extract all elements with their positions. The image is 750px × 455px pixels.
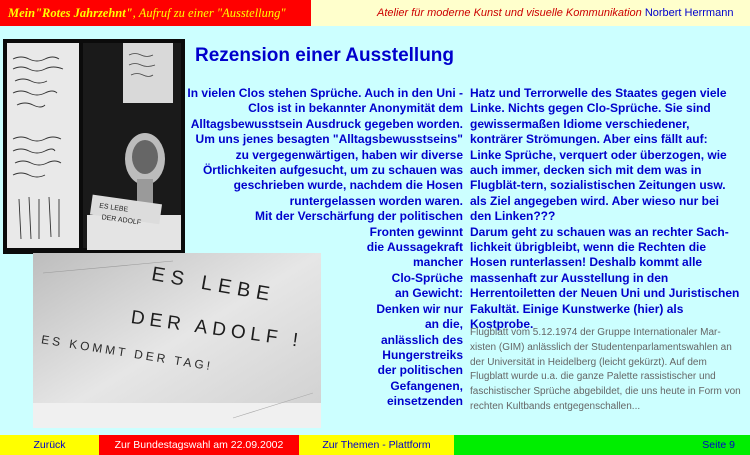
author-name: Norbert Herrmann [644, 7, 734, 19]
graffiti-line-der-adolf: DER ADOLF ! [129, 307, 305, 352]
col1-wrap-line: Denken wir nur [376, 301, 463, 316]
column-2-paragraph-1: Hatz und Terrorwelle des Staates gegen viele Linke. Nichts gegen Clo-Sprüche. Sie sind gewissermaßen Idiome verschiedener, konträrer Strömungen. Aber eins fällt auf: Linke Sprüche, verquert oder überzogen, wie auch immer, decken sich mit dem was in Flugblät-tern, sozialistischen Zeitungen usw. als Ziel angegeben wird. Aber wieso nur bei den Linken??? [470, 86, 727, 224]
top-graffiti-line-1: ES LEBE [98, 202, 129, 214]
col1-wrap-line: Fronten gewinnt [369, 224, 463, 239]
site-title-bold: Mein"Rotes Jahrzehnt" [8, 6, 133, 20]
page-number: Seite 9 [454, 435, 750, 455]
page-title: Rezension einer Ausstellung [195, 45, 455, 66]
col1-wrap-line: Hungerstreiks [382, 347, 463, 362]
atelier-name: Atelier für moderne Kunst und visuelle Kommunikation [377, 7, 642, 19]
col1-wrap-line: an Gewicht: [394, 286, 463, 301]
column-1-paragraph-1: In vielen Clos stehen Sprüche. Auch in den Uni - Clos ist in bekannter Anonymität dem Alltagsbewusstsein Ausdruck gegeben worden. Um uns jenes besagten "Alltagsbewusstseins" zu vergegenwärtigen, haben wir diverse Örtlichkeiten aufgesucht, um zu schauen was geschrieben wurde, nachdem die Hosen runtergelassen worden waren. [187, 86, 463, 208]
top-graffiti-line-2: DER ADOLF [101, 214, 142, 227]
col1-wrap-line: Mit der Verschärfung der politischen [254, 209, 463, 224]
themes-platform-link[interactable]: Zur Themen - Plattform [299, 435, 454, 455]
election-link[interactable]: Zur Bundestagswahl am 22.09.2002 [99, 435, 299, 455]
site-title-rest: , Aufruf zu einer "Ausstellung" [132, 6, 286, 20]
col1-wrap-line: Clo-Sprüche [391, 270, 463, 285]
column-2-paragraph-2: Darum geht zu schauen was an rechter Sach-lichkeit übrigbleibt, wenn die Rechten die Hosen runterlassen! Deshalb kommt alle massenhaft zur Ausstellung in den Herrentoiletten der Neuen Uni und Juristischen Fakultät. Einige Kunstwerke (hier) als Kostprobe. [470, 224, 740, 332]
col1-wrap-line: der politischen [377, 363, 463, 378]
graffiti-line-es-kommt: ES KOMMT DER TAG! [40, 332, 214, 374]
col1-wrap-line: einsetzenden [386, 394, 463, 409]
flyer-caption: Flugblatt vom 5.12.1974 der Gruppe Internationaler Mar-xisten (GIM) anlässlich der Studentenparlamentswahlen an der Universität in Heidelberg (leicht gekürzt). Auf dem Flugblatt wurde u.a. die ganze Palette rassistischer und faschistischer Sprüche abgebildet, die uns heute in Form von rechten Kultbands entgegenschallen... [470, 327, 741, 412]
graffiti-line-es-lebe: ES LEBE [149, 263, 278, 307]
back-link[interactable]: Zurück [0, 435, 99, 455]
col1-wrap-line: mancher [412, 255, 463, 270]
atelier-credit [377, 0, 733, 26]
article-column-2 [470, 86, 742, 333]
header-bar [0, 0, 750, 26]
site-title [0, 0, 311, 26]
footer-nav [0, 435, 750, 455]
col1-wrap-line: Gefangenen, [390, 378, 463, 393]
col1-wrap-line: die Aussagekraft [366, 240, 463, 255]
column-1-paragraph-2 [186, 209, 463, 409]
article-column-1 [186, 86, 463, 410]
toilet-graffiti-photo-collage [3, 39, 185, 254]
col1-wrap-line: an die, [424, 317, 463, 332]
col1-wrap-line: anlässlich des [380, 332, 463, 347]
